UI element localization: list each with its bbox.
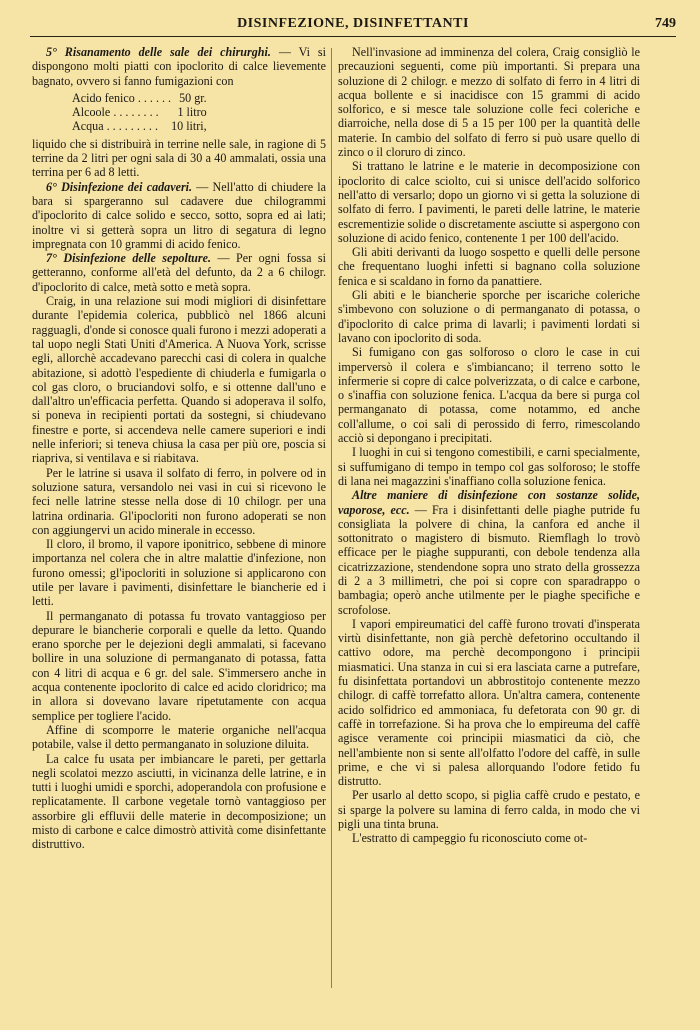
section-altre-maniere	[338, 488, 640, 617]
paragraph-caffe: I vapori empireumatici del caffè furono trovati d'insperata virtù disinfettante, non già perchè defetorino occultando il cattivo odore, ma perchè decompongono i principii miasmatici. Una stanza in cui si era lasciata carne a putrefare, fu disinfettata portandovi un abbrostitojo contenente mezzo chilogr. di caffè torrefatto allora. Un'altra camera, contenente acido solfidrico ed ammoniaca, fu defetorata con 90 gr. di caffè in torrefazione. Si ha prova che lo empireuma del caffè agisce veramente coi principii miasmatici da ciò, che nell'ambiente non si sente all'olfatto l'odore del caffè, in sulle prime, e che vi si palesa allorquando l'odore fetido fu distrutto.	[338, 616, 640, 789]
section-7-text: — Per ogni fossa si getteranno, conforme all'età del defunto, da 2 a 6 chilogr. d'ipoclorito di calce, metà sotto e metà sopra.	[32, 251, 326, 294]
paragraph-luoghi: I luoghi in cui si tengono comestibili, e carni specialmente, si suffumigano di tempo in tempo col gas solforoso; le stoffe di lana nei magazzini s'inaffiano colla soluzione fenica.	[338, 445, 640, 488]
right-column	[338, 45, 640, 995]
paragraph-abiti: Gli abiti derivanti da luogo sospetto e quelli delle persone che frequentano luoghi infetti si bagnano colla soluzione fenica e si scaldano in forno da panattiere.	[338, 245, 640, 288]
fumigation-recipe	[72, 91, 207, 134]
section-6-heading: 6° Disinfezione dei cadaveri.	[46, 179, 193, 194]
page-header	[30, 16, 676, 37]
running-title: DISINFEZIONE, DISINFETTANTI	[237, 16, 469, 31]
paragraph-latrine: Per le latrine si usava il solfato di ferro, in polvere od in soluzione satura, versandolo nei vasi in cui si ricevono le feci nelle latrine stesse nella dose di 10 chilogr. per una latrina ordinaria. Gl'ipocloriti non furono adoperati se non con aggiungervi un acido minerale in eccesso.	[32, 465, 326, 537]
altre-maniere-heading: Altre maniere di disinfezione con sostanze solide, vaporose, ecc.	[338, 488, 640, 517]
recipe-leader: . . . . . .	[134, 90, 172, 105]
paragraph-permanganato: Il permanganato di potassa fu trovato vantaggioso per depurare le biancherie corporali e quelle da letto. Quando erano sporche per le dejezioni degli ammalati, si facevano bollire in una soluzione di permanganato di potassa, fatta con 4 litri di acqua e 6 gr. del sale. S'immersero anche in acqua contenente ipoclorito di calce ed acido cloridrico; ma in allora si dovevano lavare ripetutamente con acqua semplice per togliere l'acido.	[32, 608, 326, 723]
recipe-leader: . . . . . . . . .	[103, 119, 158, 134]
paragraph-estratto: L'estratto di campeggio fu riconosciuto come ot-	[352, 831, 588, 846]
recipe-quantity: 10 litri,	[171, 119, 207, 134]
recipe-quantity: 1 litro	[177, 105, 207, 120]
paragraph-craig: Craig, in una relazione sui modi migliori di disinfettare durante l'epidemia colerica, pubblicò nel 1866 alcuni ragguagli, d'onde si conosce quali furono i mezzi adoperati a tal uopo negli Stati Uniti d'America. A Nuova York, scrisse egli, allorchè accadevano parecchi casi di colera in qualche abitazione, si adottò l'espediente di chiuderla e fumigarla o col gas cloro, o bruciandovi solfo, e si ottenne dall'uno e dall'altro un'efficacia perfetta. Quando si adoperava il solfo, si poneva in recipienti portati da sostegni, si chiudevano finestre e porte, si accendeva nelle camere superiori e indi nelle inferiori; si teneva chiusa la casa per più ore, poscia si riapriva, si ventilava e si riabitava.	[32, 294, 326, 466]
recipe-ingredient: Alcoole	[72, 105, 111, 120]
recipe-row	[72, 105, 207, 119]
recipe-leader: . . . . . . . .	[110, 105, 159, 120]
section-7-heading: 7° Disinfezione delle sepolture.	[46, 251, 211, 266]
left-column	[32, 45, 326, 995]
page-number: 749	[655, 16, 676, 31]
paragraph-fumigano: Si fumigano con gas solforoso o cloro le case in cui imperversò il colera e s'imbiancano; il terreno sotto le infermerie si copre di calce polverizzata, o di calce e carbone, o s'inaffia con soluzione fenica. L'acqua da bere si purga col permanganato di potassa, come notammo, ed anche coll'allume, o coi sali di perossido di ferro, rimescolando acciò si depongano i precipitati.	[338, 345, 640, 446]
paragraph-cloro: Il cloro, il bromo, il vapore iponitrico, sebbene di minore importanza nel colera che in altre malattie d'infezione, non furono omessi; gl'ipocloriti in soluzione si applicarono con utile per lavare i pavimenti, disinfettare le biancherie ed i letti.	[32, 537, 326, 609]
section-5-continuation: liquido che si distribuirà in terrine nelle sale, in ragione di 5 terrine da 2 litri per ogni sala di 30 a 40 ammalati, ossia una terrina per 6 ad 8 letti.	[32, 136, 326, 180]
paragraph-latrine-decomposizione: Si trattano le latrine e le materie in decomposizione con ipoclorito di calce sciolto, cui si unisce dell'acido solforico nell'atto di versarlo; dopo un giorno vi si getta la soluzione di solfato di ferro. I pavimenti, le pareti delle latrine, le materie escrementizie solide o discretamente asciutte si aspergono con soluzione di acido fenico, contenente 1 per 100 dell'acido.	[338, 159, 640, 245]
recipe-row	[72, 91, 207, 105]
paragraph-scomporre: Affine di scomporre le materie organiche nell'acqua potabile, valse il detto permanganato in soluzione diluita.	[32, 722, 326, 752]
section-5-intro	[32, 45, 326, 88]
recipe-ingredient: Acqua	[72, 119, 104, 134]
section-6	[32, 180, 326, 251]
column-divider	[331, 48, 332, 988]
recipe-quantity: 50 gr.	[179, 90, 207, 105]
section-6-text: — Nell'atto di chiudere la bara si spargeranno sul cadavere due chilogrammi d'ipoclorito di calce solido e secco, sotto, sopra ed ai lati; inoltre vi si getterà sopra un litro di segatura di legno impregnata con 10 grammi di acido fenico.	[32, 179, 326, 251]
section-7	[32, 251, 326, 294]
section-5-text: — Vi si dispongono molti piatti con ipoclorito di calce lievemente bagnato, ovvero si fanno fumigazioni con	[32, 45, 326, 88]
altre-maniere-text: — Fra i disinfettanti delle piaghe putride fu consigliata la polvere di china, la canfora ed anche il sottonitrato o magistero di bismuto. Riemflagh lo trovò efficace per le piaghe suppuranti, con debole tendenza alla cicatrizzazione, stendendone sopra uno strato della grossezza di 2 a 3 millimetri, che poi si copre con sparadrappo o bambagia; operò anche utilmente per le piaghe specifiche e scrofolose.	[338, 502, 640, 617]
paragraph-calce: La calce fu usata per imbiancare le pareti, per gettarla negli scolatoi mezzo asciutti, in vicinanza delle latrine, e in tutti i luoghi umidi e sporchi, adoperandola con profusione e replicatamente. Il carbone vegetale tornò vantaggioso per assorbire gli effluvii delle materie in decomposizione; un misto di carbone e calce dimostrò attività come disinfettante distruttivo.	[32, 751, 326, 852]
recipe-row	[72, 119, 207, 133]
paragraph-invasione: Nell'invasione ad imminenza del colera, Craig consigliò le precauzioni seguenti, come più importanti. Si prepara una soluzione di 2 chilogr. e mezzo di solfato di ferro in 4 litri di acqua bollente e si inacidisce con 15 grammi di acido solforico, e si mesce tale soluzione colle feci coleriche e diarroiche, nella dose di 5 a 15 per 100 per la quantità delle materie. In cambio del solfato di ferro si può usare quello di zinco o il cloruro di zinco.	[338, 45, 640, 160]
paragraph-usarlo: Per usarlo al detto scopo, si piglia caffè crudo e pestato, e si sparge la polvere su lamina di ferro calda, in modo che vi pigli una tinta bruna.	[338, 788, 640, 832]
section-5-heading: 5° Risanamento delle sale dei chirurghi.	[46, 45, 271, 59]
recipe-ingredient: Acido fenico	[72, 90, 135, 105]
paragraph-biancherie: Gli abiti e le biancherie sporche per iscariche coleriche s'imbevono con soluzione o di permanganato di potassa, o d'ipoclorito di calce prima di lavarli; i pavimenti lordati si lavano con ipoclorito di soda.	[338, 288, 640, 345]
